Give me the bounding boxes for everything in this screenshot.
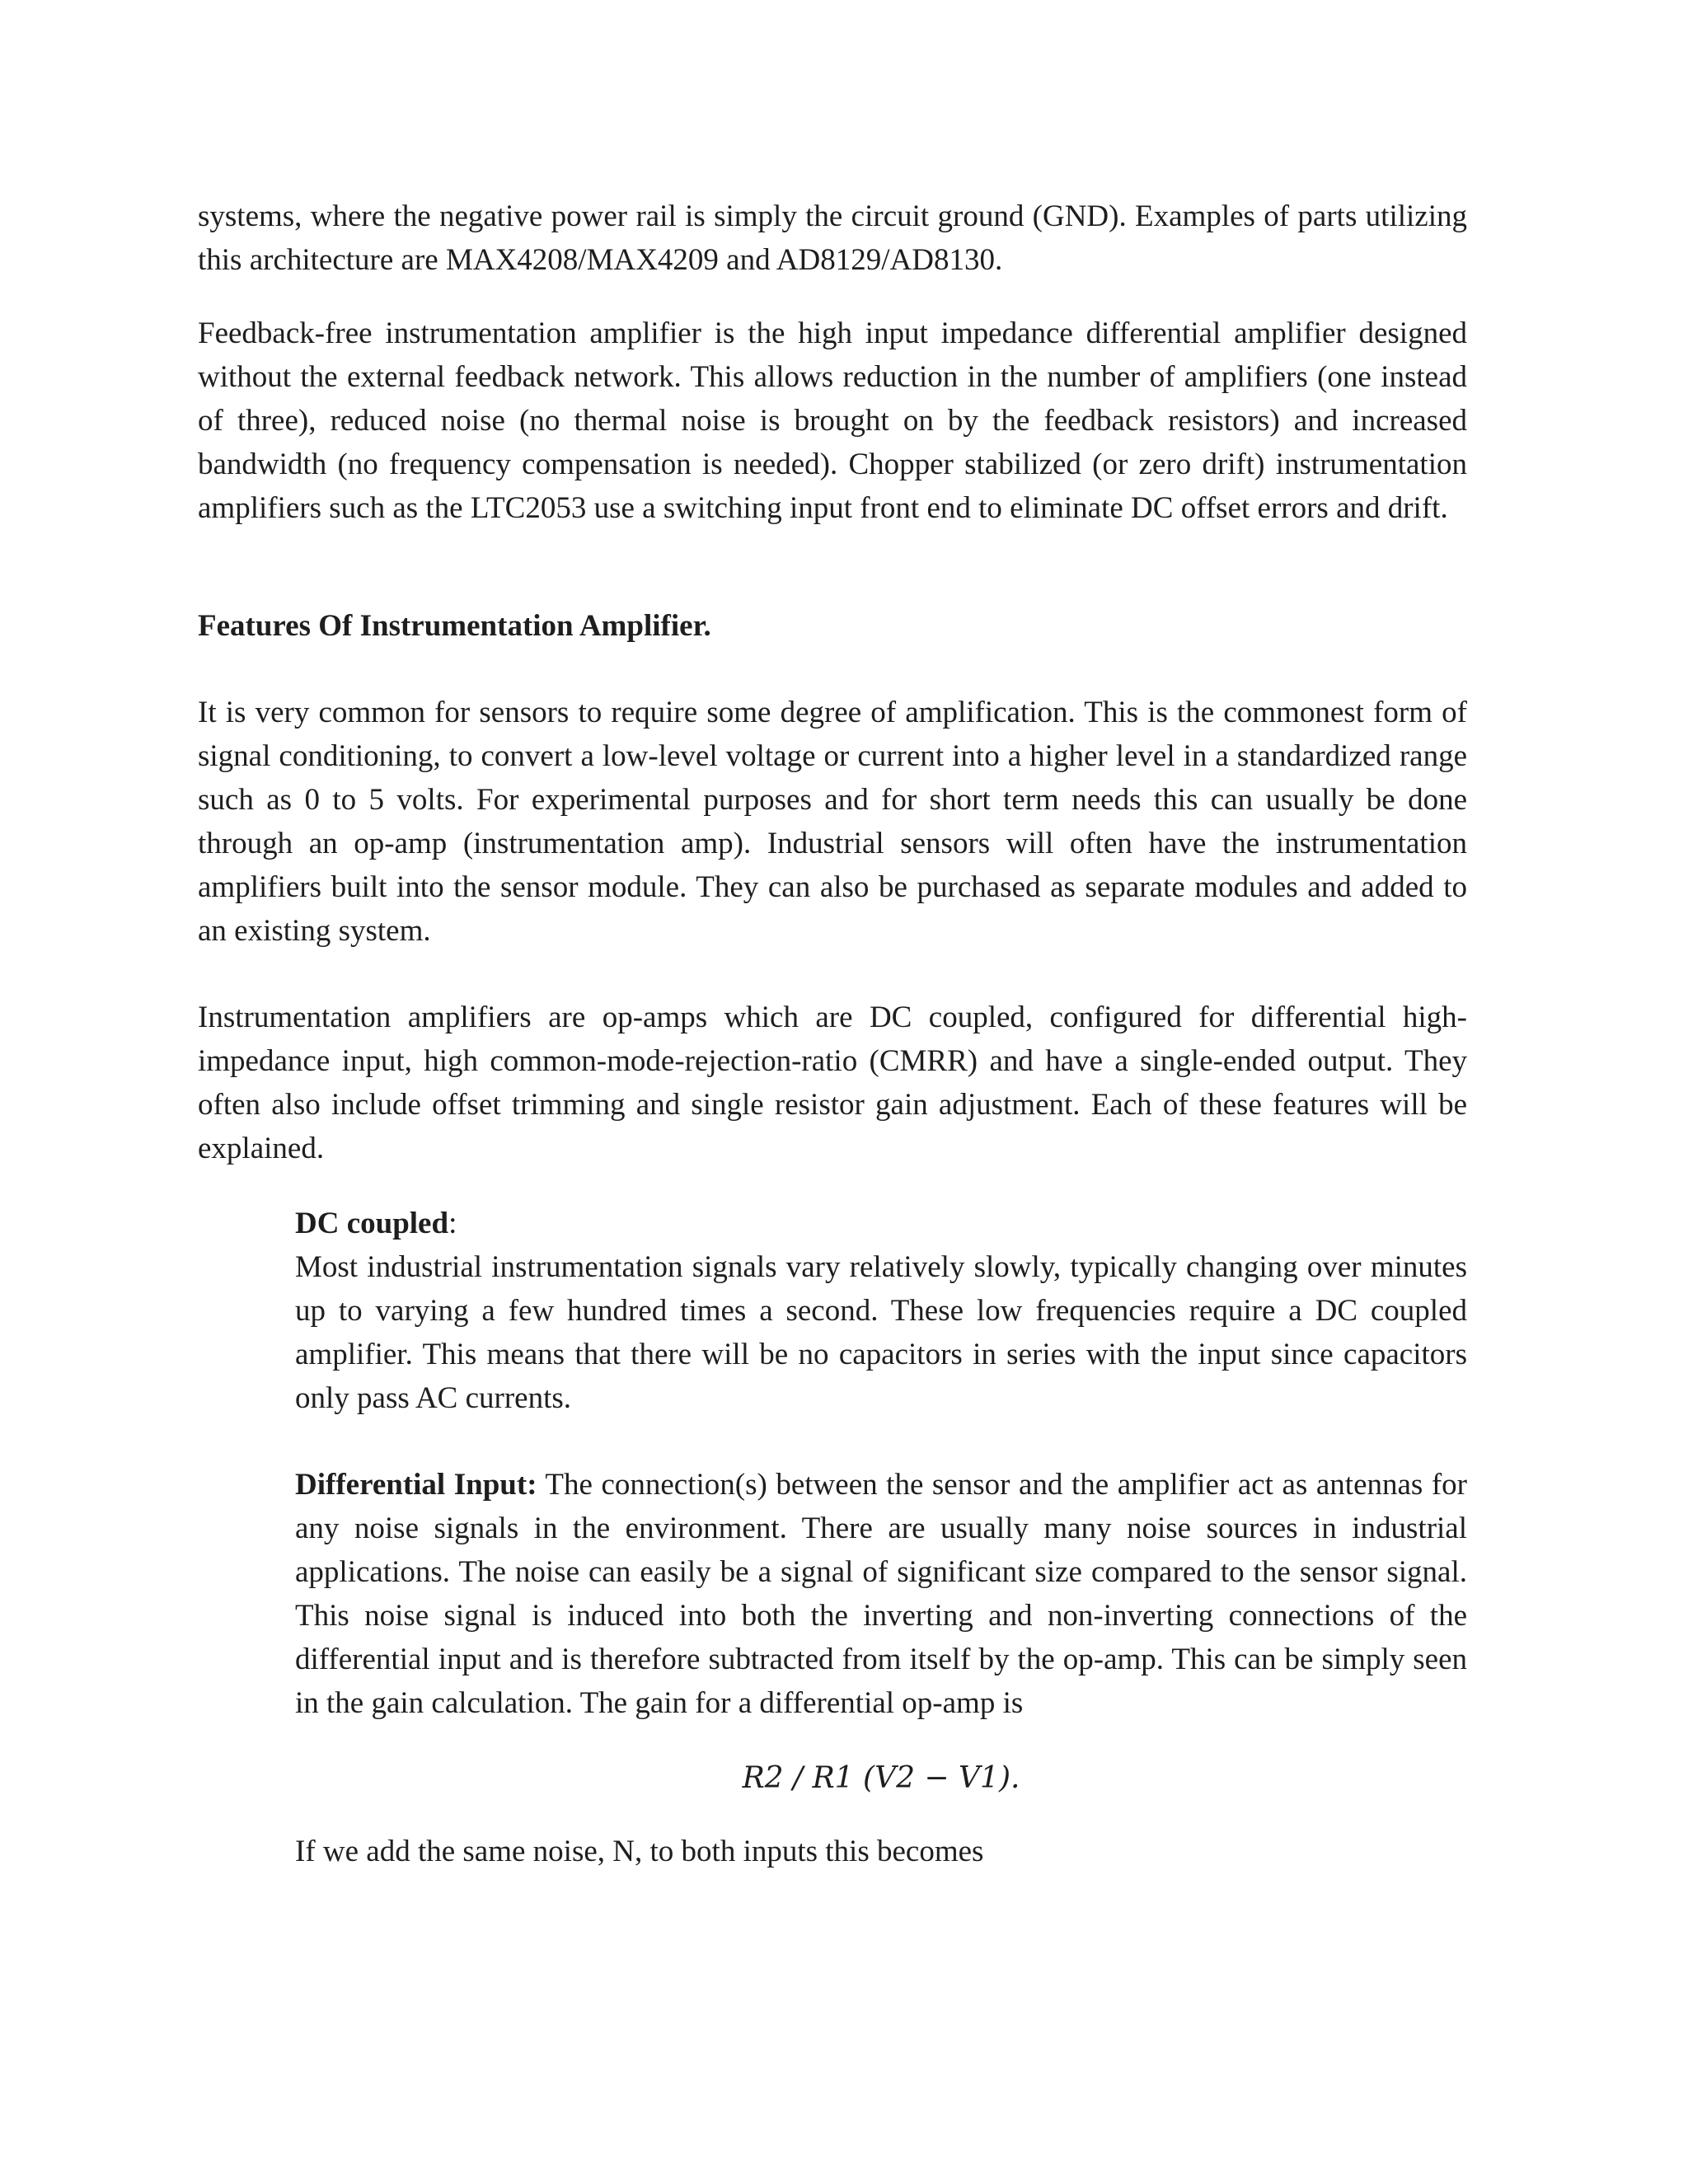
dc-coupled-title: DC coupled: [295, 1207, 449, 1240]
dc-coupled-section: [295, 1202, 1467, 1420]
paragraph-intro: systems, where the negative power rail is simply the circuit ground (GND). Examples of parts utilizing this architecture are MAX4208/MAX4209 and AD8129/AD8130.: [198, 199, 1467, 277]
paragraph-instrumentation-amps: Instrumentation amplifiers are op-amps which are DC coupled, configured for differential high-impedance input, high common-mode-rejection-ratio (CMRR) and have a single-ended output. They often also include offset trimming and single resistor gain adjustment. Each of these features will be explained.: [198, 1001, 1467, 1165]
paragraph-common-sensors: It is very common for sensors to require some degree of amplification. This is the commonest form of signal conditioning, to convert a low-level voltage or current into a higher level in a standardized range such as 0 to 5 volts. For experimental purposes and for short term needs this can usually be done through an op-amp (instrumentation amp). Industrial sensors will often have the instrumentation amplifiers built into the sensor module. They can also be purchased as separate modules and added to an existing system.: [198, 696, 1467, 948]
dc-coupled-body: Most industrial instrumentation signals vary relatively slowly, typically changing over minutes up to varying a few hundred times a second. These low frequencies require a DC coupled amplifier. This means that there will be no capacitors in series with the input since capacitors only pass AC currents.: [295, 1250, 1467, 1415]
closing-section: [295, 1830, 1467, 1873]
closing-paragraph: If we add the same noise, N, to both inputs this becomes: [295, 1835, 984, 1868]
differential-input-section: [295, 1463, 1467, 1725]
differential-input-body: The connection(s) between the sensor and the amplifier act as antennas for any noise signals in the environment. There are usually many noise sources in industrial applications. The noise can easily be a signal of significant size compared to the sensor signal. This noise signal is induced into both the inverting and non-inverting connections of the differential input and is therefore subtracted from itself by the op-amp. This can be simply seen in the gain calculation. The gain for a differential op-amp is: [295, 1468, 1467, 1720]
dc-coupled-title-line: [295, 1202, 1467, 1245]
dc-coupled-colon: :: [448, 1207, 457, 1240]
differential-input-title: Differential Input:: [295, 1468, 537, 1502]
differential-input-paragraph: [295, 1463, 1467, 1725]
document-page: [198, 194, 1467, 1873]
paragraph-feedback-free: Feedback-free instrumentation amplifier is the high input impedance differential amplifier designed without the external feedback network. This allows reduction in the number of amplifiers (one instead of three), reduced noise (no thermal noise is brought on by the feedback resistors) and increased bandwidth (no frequency compensation is needed). Chopper stabilized (or zero drift) instrumentation amplifiers such as the LTC2053 use a switching input front end to eliminate DC offset errors and drift.: [198, 316, 1467, 525]
gain-formula: R2 / R1 (V2 − V1).: [742, 1761, 1020, 1795]
section-heading: Features Of Instrumentation Amplifier.: [198, 609, 711, 643]
